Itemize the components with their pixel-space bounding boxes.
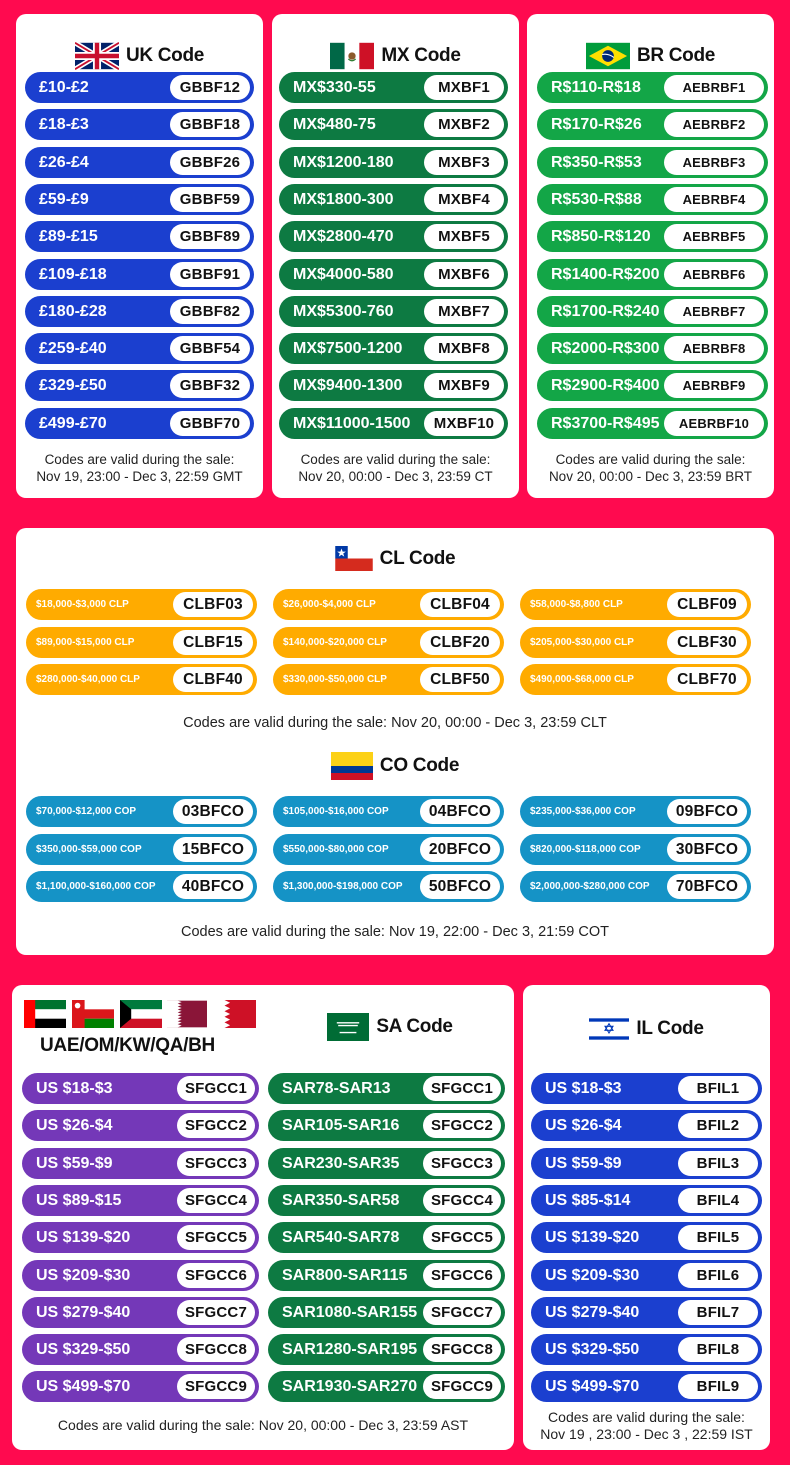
mx-coupon-code[interactable]: MXBF5 bbox=[424, 224, 504, 249]
kuwait-flag-icon bbox=[120, 1000, 162, 1028]
uk-discount-label: £26-£4 bbox=[39, 153, 89, 171]
gcc-code-title: UAE/OM/KW/QA/BH bbox=[40, 1035, 215, 1056]
il-validity-note bbox=[523, 1409, 770, 1443]
mx-validity-line-2: Nov 20, 00:00 - Dec 3, 23:59 CT bbox=[298, 469, 493, 484]
il-discount-label: US $209-$30 bbox=[545, 1266, 640, 1284]
cl-code-row[interactable] bbox=[273, 664, 504, 695]
br-code-row[interactable] bbox=[537, 184, 768, 215]
cl-discount-label: $89,000-$15,000 CLP bbox=[36, 636, 135, 648]
gcc-code-row[interactable] bbox=[22, 1371, 259, 1402]
cl-coupon-code[interactable]: CLBF15 bbox=[173, 630, 253, 655]
br-code-row[interactable] bbox=[537, 259, 768, 290]
gcc-flags bbox=[24, 1000, 256, 1030]
il-discount-label: US $329-$50 bbox=[545, 1341, 640, 1359]
il-code-row[interactable] bbox=[531, 1260, 762, 1291]
co-coupon-code[interactable]: 09BFCO bbox=[667, 799, 747, 824]
cl-discount-label: $26,000-$4,000 CLP bbox=[283, 599, 376, 610]
sa-coupon-code[interactable]: SFGCC3 bbox=[423, 1151, 501, 1176]
gcc-discount-label: US $59-$9 bbox=[36, 1154, 113, 1172]
co-code-row[interactable] bbox=[26, 871, 257, 902]
il-discount-label: US $279-$40 bbox=[545, 1303, 640, 1321]
cl-coupon-code[interactable]: CLBF70 bbox=[667, 667, 747, 692]
uae-flag-icon bbox=[24, 1000, 66, 1028]
sa-coupon-code[interactable]: SFGCC9 bbox=[423, 1374, 501, 1399]
br-validity-note bbox=[527, 451, 774, 485]
mx-code-row[interactable] bbox=[279, 259, 508, 290]
cl-validity-note: Codes are valid during the sale: Nov 20, 00:00 - Dec 3, 23:59 CLT bbox=[183, 715, 607, 731]
mx-coupon-code[interactable]: MXBF7 bbox=[424, 299, 504, 324]
sa-coupon-code[interactable]: SFGCC4 bbox=[423, 1188, 501, 1213]
gcc-code-row[interactable] bbox=[22, 1297, 259, 1328]
br-code-title: BR Code bbox=[636, 45, 716, 66]
cl-code-row[interactable] bbox=[26, 589, 257, 620]
mx-coupon-code[interactable]: MXBF8 bbox=[424, 336, 504, 361]
il-code-row[interactable] bbox=[531, 1185, 762, 1216]
uk-code-row[interactable] bbox=[25, 370, 254, 401]
uk-code-row[interactable] bbox=[25, 184, 254, 215]
uk-validity-note bbox=[16, 451, 263, 485]
il-code-header bbox=[523, 1015, 770, 1043]
sa-discount-label: SAR800-SAR115 bbox=[282, 1266, 408, 1284]
uk-coupon-code[interactable]: GBBF59 bbox=[170, 187, 250, 212]
mx-coupon-code[interactable]: MXBF6 bbox=[424, 262, 504, 287]
il-code-row[interactable] bbox=[531, 1222, 762, 1253]
co-coupon-code[interactable]: 20BFCO bbox=[420, 837, 500, 862]
mx-code-title: MX Code bbox=[381, 45, 461, 66]
co-code-row[interactable] bbox=[273, 871, 504, 902]
uk-discount-label: £180-£28 bbox=[39, 302, 107, 320]
br-code-row[interactable] bbox=[537, 147, 768, 178]
mx-code-card bbox=[272, 14, 519, 498]
gcc-discount-label: US $329-$50 bbox=[36, 1341, 131, 1359]
br-code-row[interactable] bbox=[537, 296, 768, 327]
mexico-flag-icon bbox=[330, 42, 374, 70]
mx-discount-label: MX$11000-1500 bbox=[293, 414, 411, 432]
cl-discount-label: $490,000-$68,000 CLP bbox=[530, 674, 634, 685]
cl-code-row[interactable] bbox=[273, 589, 504, 620]
cl-discount-label: $330,000-$50,000 CLP bbox=[283, 674, 387, 685]
sa-discount-label: SAR1280-SAR195 bbox=[282, 1341, 418, 1359]
uk-coupon-code[interactable]: GBBF82 bbox=[170, 299, 250, 324]
uk-code-title: UK Code bbox=[125, 45, 205, 66]
uk-flag-icon bbox=[75, 42, 119, 70]
cl-code-row[interactable] bbox=[26, 664, 257, 695]
uk-coupon-code[interactable]: GBBF70 bbox=[170, 411, 250, 436]
cl-code-row[interactable] bbox=[520, 664, 751, 695]
br-validity-line-1: Codes are valid during the sale: bbox=[555, 452, 746, 467]
uk-coupon-code[interactable]: GBBF26 bbox=[170, 150, 250, 175]
gcc-discount-label: US $209-$30 bbox=[36, 1266, 131, 1284]
cl-code-row[interactable] bbox=[520, 589, 751, 620]
co-validity-note: Codes are valid during the sale: Nov 19, 22:00 - Dec 3, 21:59 COT bbox=[181, 924, 609, 940]
cl-coupon-code[interactable]: CLBF20 bbox=[420, 630, 500, 655]
mx-discount-label: MX$7500-1200 bbox=[293, 340, 403, 358]
sa-discount-label: SAR540-SAR78 bbox=[282, 1229, 400, 1247]
gcc-coupon-code[interactable]: SFGCC6 bbox=[177, 1263, 255, 1288]
uk-code-row[interactable] bbox=[25, 333, 254, 364]
uk-code-row[interactable] bbox=[25, 109, 254, 140]
gcc-code-row[interactable] bbox=[22, 1260, 259, 1291]
mx-coupon-code[interactable]: MXBF10 bbox=[424, 411, 504, 436]
br-coupon-code[interactable]: AEBRBF5 bbox=[664, 224, 764, 249]
il-discount-label: US $499-$70 bbox=[545, 1378, 640, 1396]
co-code-row[interactable] bbox=[26, 834, 257, 865]
co-code-row[interactable] bbox=[520, 834, 751, 865]
mx-discount-label: MX$1800-300 bbox=[293, 190, 394, 208]
mx-discount-label: MX$9400-1300 bbox=[293, 377, 403, 395]
sa-code-row[interactable] bbox=[268, 1334, 505, 1365]
mx-discount-label: MX$5300-760 bbox=[293, 302, 394, 320]
sa-code-row[interactable] bbox=[268, 1185, 505, 1216]
mx-validity-note bbox=[272, 451, 519, 485]
chile-flag-icon bbox=[335, 546, 373, 571]
sa-code-row[interactable] bbox=[268, 1371, 505, 1402]
co-code-title: CO Code bbox=[379, 755, 460, 776]
sa-code-row[interactable] bbox=[268, 1073, 505, 1104]
co-code-row[interactable] bbox=[273, 796, 504, 827]
sa-code-row[interactable] bbox=[268, 1260, 505, 1291]
sa-code-row[interactable] bbox=[268, 1148, 505, 1179]
cl-co-code-card bbox=[16, 528, 774, 955]
sa-coupon-code[interactable]: SFGCC1 bbox=[423, 1076, 501, 1101]
gcc-discount-label: US $279-$40 bbox=[36, 1303, 131, 1321]
br-discount-label: R$2900-R$400 bbox=[551, 377, 660, 395]
co-coupon-code[interactable]: 04BFCO bbox=[420, 799, 500, 824]
uk-discount-label: £89-£15 bbox=[39, 228, 98, 246]
co-discount-label: $1,100,000-$160,000 COP bbox=[36, 881, 156, 892]
cl-coupon-code[interactable]: CLBF09 bbox=[667, 592, 747, 617]
uk-validity-line-2: Nov 19, 23:00 - Dec 3, 22:59 GMT bbox=[36, 469, 243, 484]
mx-code-row[interactable] bbox=[279, 184, 508, 215]
colombia-flag-icon bbox=[331, 752, 373, 780]
il-coupon-code[interactable]: BFIL4 bbox=[678, 1188, 758, 1213]
sa-code-title: SA Code bbox=[376, 1016, 453, 1037]
co-discount-label: $235,000-$36,000 COP bbox=[530, 806, 636, 817]
il-code-row[interactable] bbox=[531, 1073, 762, 1104]
uk-code-header bbox=[16, 42, 263, 70]
mx-discount-label: MX$480-75 bbox=[293, 116, 376, 134]
co-coupon-code[interactable]: 70BFCO bbox=[667, 874, 747, 899]
gcc-coupon-code[interactable]: SFGCC8 bbox=[177, 1337, 255, 1362]
uk-code-row[interactable] bbox=[25, 259, 254, 290]
qatar-flag-icon bbox=[167, 1000, 207, 1028]
brazil-flag-icon bbox=[586, 42, 630, 70]
cl-discount-label: $140,000-$20,000 CLP bbox=[283, 636, 387, 648]
cl-code-row[interactable] bbox=[26, 627, 257, 658]
gcc-validity-note: Codes are valid during the sale: Nov 20, 00:00 - Dec 3, 23:59 AST bbox=[57, 1417, 469, 1433]
il-validity-line-2: Nov 19 , 23:00 - Dec 3 , 22:59 IST bbox=[540, 1426, 753, 1442]
mx-code-row[interactable] bbox=[279, 147, 508, 178]
il-code-row[interactable] bbox=[531, 1110, 762, 1141]
cl-coupon-code[interactable]: CLBF30 bbox=[667, 630, 747, 655]
il-code-row[interactable] bbox=[531, 1148, 762, 1179]
mx-discount-label: MX$330-55 bbox=[293, 79, 376, 96]
br-code-card bbox=[527, 14, 774, 498]
mx-coupon-code[interactable]: MXBF2 bbox=[424, 112, 504, 137]
br-coupon-code[interactable]: AEBRBF8 bbox=[664, 336, 764, 361]
gcc-coupon-code[interactable]: SFGCC5 bbox=[177, 1225, 255, 1250]
co-coupon-code[interactable]: 15BFCO bbox=[173, 837, 253, 862]
mx-code-row[interactable] bbox=[279, 333, 508, 364]
uk-discount-label: £259-£40 bbox=[39, 340, 107, 358]
mx-discount-label: MX$1200-180 bbox=[293, 153, 394, 171]
gcc-coupon-code[interactable]: SFGCC7 bbox=[177, 1300, 255, 1325]
sa-discount-label: SAR1930-SAR270 bbox=[282, 1378, 418, 1396]
cl-coupon-code[interactable]: CLBF50 bbox=[420, 667, 500, 692]
oman-flag-icon bbox=[72, 1000, 114, 1028]
uk-code-row[interactable] bbox=[25, 147, 254, 178]
uk-validity-line-1: Codes are valid during the sale: bbox=[44, 452, 235, 467]
co-coupon-code[interactable]: 40BFCO bbox=[173, 874, 253, 899]
mx-coupon-code[interactable]: MXBF4 bbox=[424, 187, 504, 212]
cl-discount-label: $280,000-$40,000 CLP bbox=[36, 674, 140, 685]
gcc-sa-code-card bbox=[12, 985, 514, 1450]
uk-discount-label: £59-£9 bbox=[39, 190, 89, 208]
gcc-code-row[interactable] bbox=[22, 1334, 259, 1365]
br-discount-label: R$530-R$88 bbox=[551, 190, 642, 208]
br-discount-label: R$1700-R$240 bbox=[551, 302, 660, 320]
br-code-row[interactable] bbox=[537, 333, 768, 364]
co-discount-label: $2,000,000-$280,000 COP bbox=[530, 881, 650, 892]
sa-coupon-code[interactable]: SFGCC8 bbox=[423, 1337, 501, 1362]
br-discount-label: R$3700-R$495 bbox=[551, 414, 660, 432]
il-code-title: IL Code bbox=[636, 1018, 704, 1039]
cl-coupon-code[interactable]: CLBF04 bbox=[420, 592, 500, 617]
mx-code-header bbox=[272, 42, 519, 70]
br-code-row[interactable] bbox=[537, 221, 768, 252]
cl-coupon-code[interactable]: CLBF03 bbox=[173, 592, 253, 617]
uk-coupon-code[interactable]: GBBF91 bbox=[170, 262, 250, 287]
uk-coupon-code[interactable]: GBBF18 bbox=[170, 112, 250, 137]
il-coupon-code[interactable]: BFIL5 bbox=[678, 1225, 758, 1250]
il-validity-line-1: Codes are valid during the sale: bbox=[548, 1409, 745, 1425]
cl-coupon-code[interactable]: CLBF40 bbox=[173, 667, 253, 692]
br-discount-label: R$850-R$120 bbox=[551, 228, 651, 246]
sa-discount-label: SAR105-SAR16 bbox=[282, 1117, 400, 1135]
uk-coupon-code[interactable]: GBBF54 bbox=[170, 336, 250, 361]
co-code-grid bbox=[26, 796, 766, 908]
gcc-discount-label: US $18-$3 bbox=[36, 1080, 113, 1097]
gcc-discount-label: US $89-$15 bbox=[36, 1191, 122, 1209]
mx-discount-label: MX$2800-470 bbox=[293, 228, 394, 246]
br-coupon-code[interactable]: AEBRBF6 bbox=[664, 262, 764, 287]
sa-discount-label: SAR1080-SAR155 bbox=[282, 1303, 418, 1321]
mx-coupon-code[interactable]: MXBF3 bbox=[424, 150, 504, 175]
sa-discount-label: SAR78-SAR13 bbox=[282, 1080, 391, 1097]
israel-flag-icon bbox=[589, 1015, 629, 1043]
gcc-code-row[interactable] bbox=[22, 1222, 259, 1253]
gcc-coupon-code[interactable]: SFGCC1 bbox=[177, 1076, 255, 1101]
il-coupon-code[interactable]: BFIL1 bbox=[678, 1076, 758, 1101]
il-discount-label: US $59-$9 bbox=[545, 1154, 622, 1172]
il-coupon-code[interactable]: BFIL8 bbox=[678, 1337, 758, 1362]
co-discount-label: $350,000-$59,000 COP bbox=[36, 843, 142, 855]
gcc-coupon-code[interactable]: SFGCC2 bbox=[177, 1113, 255, 1138]
cl-code-row[interactable] bbox=[273, 627, 504, 658]
br-code-row[interactable] bbox=[537, 109, 768, 140]
il-code-card bbox=[523, 985, 770, 1450]
br-code-row[interactable] bbox=[537, 408, 768, 439]
uk-coupon-code[interactable]: GBBF12 bbox=[170, 75, 250, 100]
uk-discount-label: £329-£50 bbox=[39, 377, 107, 395]
mx-coupon-code[interactable]: MXBF1 bbox=[424, 75, 504, 100]
uk-coupon-code[interactable]: GBBF89 bbox=[170, 224, 250, 249]
uk-code-row[interactable] bbox=[25, 72, 254, 103]
br-code-row[interactable] bbox=[537, 370, 768, 401]
br-coupon-code[interactable]: AEBRBF7 bbox=[664, 299, 764, 324]
sa-code-row[interactable] bbox=[268, 1110, 505, 1141]
gcc-discount-label: US $139-$20 bbox=[36, 1229, 131, 1247]
il-coupon-code[interactable]: BFIL2 bbox=[678, 1113, 758, 1138]
br-coupon-code[interactable]: AEBRBF2 bbox=[664, 112, 764, 137]
il-discount-label: US $139-$20 bbox=[545, 1229, 640, 1247]
br-coupon-code[interactable]: AEBRBF1 bbox=[664, 75, 764, 100]
co-code-row[interactable] bbox=[520, 871, 751, 902]
br-discount-label: R$1400-R$200 bbox=[551, 265, 660, 283]
br-discount-label: R$2000-R$300 bbox=[551, 340, 660, 358]
co-discount-label: $820,000-$118,000 COP bbox=[530, 843, 641, 855]
il-code-row[interactable] bbox=[531, 1334, 762, 1365]
co-code-row[interactable] bbox=[520, 796, 751, 827]
cl-code-header bbox=[16, 546, 774, 571]
br-coupon-code[interactable]: AEBRBF3 bbox=[664, 150, 764, 175]
cl-code-grid bbox=[26, 589, 766, 701]
cl-code-row[interactable] bbox=[520, 627, 751, 658]
co-code-header bbox=[16, 752, 774, 780]
sa-code-header bbox=[268, 1013, 512, 1041]
bahrain-flag-icon bbox=[214, 1000, 256, 1028]
uk-code-row[interactable] bbox=[25, 408, 254, 439]
co-coupon-code[interactable]: 03BFCO bbox=[173, 799, 253, 824]
mx-code-row[interactable] bbox=[279, 72, 508, 103]
co-discount-label: $1,300,000-$198,000 COP bbox=[283, 881, 403, 892]
gcc-code-row[interactable] bbox=[22, 1110, 259, 1141]
gcc-coupon-code[interactable]: SFGCC4 bbox=[177, 1188, 255, 1213]
uk-code-row[interactable] bbox=[25, 296, 254, 327]
br-validity-line-2: Nov 20, 00:00 - Dec 3, 23:59 BRT bbox=[548, 469, 753, 484]
uk-discount-label: £10-£2 bbox=[39, 79, 89, 96]
gcc-discount-label: US $499-$70 bbox=[36, 1378, 131, 1396]
co-discount-label: $550,000-$80,000 COP bbox=[283, 843, 389, 855]
mx-code-row[interactable] bbox=[279, 109, 508, 140]
cl-discount-label: $58,000-$8,800 CLP bbox=[530, 599, 623, 610]
mx-discount-label: MX$4000-580 bbox=[293, 265, 394, 283]
il-discount-label: US $26-$4 bbox=[545, 1117, 622, 1135]
uk-code-card bbox=[16, 14, 263, 498]
sa-coupon-code[interactable]: SFGCC6 bbox=[423, 1263, 501, 1288]
gcc-coupon-code[interactable]: SFGCC9 bbox=[177, 1374, 255, 1399]
mx-coupon-code[interactable]: MXBF9 bbox=[424, 373, 504, 398]
co-code-row[interactable] bbox=[26, 796, 257, 827]
saudi-flag-icon bbox=[327, 1013, 369, 1041]
sa-discount-label: SAR350-SAR58 bbox=[282, 1191, 400, 1209]
uk-discount-label: £18-£3 bbox=[39, 116, 89, 134]
il-coupon-code[interactable]: BFIL9 bbox=[678, 1374, 758, 1399]
br-discount-label: R$350-R$53 bbox=[551, 153, 642, 171]
br-discount-label: R$170-R$26 bbox=[551, 116, 642, 134]
il-code-row[interactable] bbox=[531, 1297, 762, 1328]
mx-code-row[interactable] bbox=[279, 296, 508, 327]
co-discount-label: $105,000-$16,000 COP bbox=[283, 806, 389, 817]
br-code-header bbox=[527, 42, 774, 70]
gcc-code-row[interactable] bbox=[22, 1148, 259, 1179]
sa-code-row[interactable] bbox=[268, 1222, 505, 1253]
br-coupon-code[interactable]: AEBRBF10 bbox=[664, 411, 764, 436]
gcc-coupon-code[interactable]: SFGCC3 bbox=[177, 1151, 255, 1176]
sa-coupon-code[interactable]: SFGCC2 bbox=[423, 1113, 501, 1138]
il-code-row[interactable] bbox=[531, 1371, 762, 1402]
il-coupon-code[interactable]: BFIL7 bbox=[678, 1300, 758, 1325]
co-discount-label: $70,000-$12,000 COP bbox=[36, 806, 137, 817]
il-coupon-code[interactable]: BFIL6 bbox=[678, 1263, 758, 1288]
cl-discount-label: $205,000-$30,000 CLP bbox=[530, 636, 634, 648]
cl-code-title: CL Code bbox=[379, 547, 456, 569]
cl-discount-label: $18,000-$3,000 CLP bbox=[36, 599, 129, 610]
br-coupon-code[interactable]: AEBRBF4 bbox=[664, 187, 764, 212]
co-coupon-code[interactable]: 30BFCO bbox=[667, 837, 747, 862]
co-code-row[interactable] bbox=[273, 834, 504, 865]
uk-discount-label: £109-£18 bbox=[39, 265, 107, 283]
gcc-code-row[interactable] bbox=[22, 1185, 259, 1216]
mx-code-row[interactable] bbox=[279, 221, 508, 252]
mx-code-row[interactable] bbox=[279, 408, 508, 439]
gcc-code-row[interactable] bbox=[22, 1073, 259, 1104]
il-coupon-code[interactable]: BFIL3 bbox=[678, 1151, 758, 1176]
gcc-discount-label: US $26-$4 bbox=[36, 1117, 113, 1135]
sa-coupon-code[interactable]: SFGCC5 bbox=[423, 1225, 501, 1250]
br-code-row[interactable] bbox=[537, 72, 768, 103]
sa-coupon-code[interactable]: SFGCC7 bbox=[423, 1300, 501, 1325]
br-coupon-code[interactable]: AEBRBF9 bbox=[664, 373, 764, 398]
sa-discount-label: SAR230-SAR35 bbox=[282, 1154, 400, 1172]
il-discount-label: US $18-$3 bbox=[545, 1080, 622, 1097]
uk-coupon-code[interactable]: GBBF32 bbox=[170, 373, 250, 398]
mx-code-row[interactable] bbox=[279, 370, 508, 401]
sa-code-row[interactable] bbox=[268, 1297, 505, 1328]
il-discount-label: US $85-$14 bbox=[545, 1191, 631, 1209]
uk-code-row[interactable] bbox=[25, 221, 254, 252]
co-coupon-code[interactable]: 50BFCO bbox=[420, 874, 500, 899]
br-discount-label: R$110-R$18 bbox=[551, 79, 641, 96]
mx-validity-line-1: Codes are valid during the sale: bbox=[300, 452, 491, 467]
uk-discount-label: £499-£70 bbox=[39, 414, 107, 432]
